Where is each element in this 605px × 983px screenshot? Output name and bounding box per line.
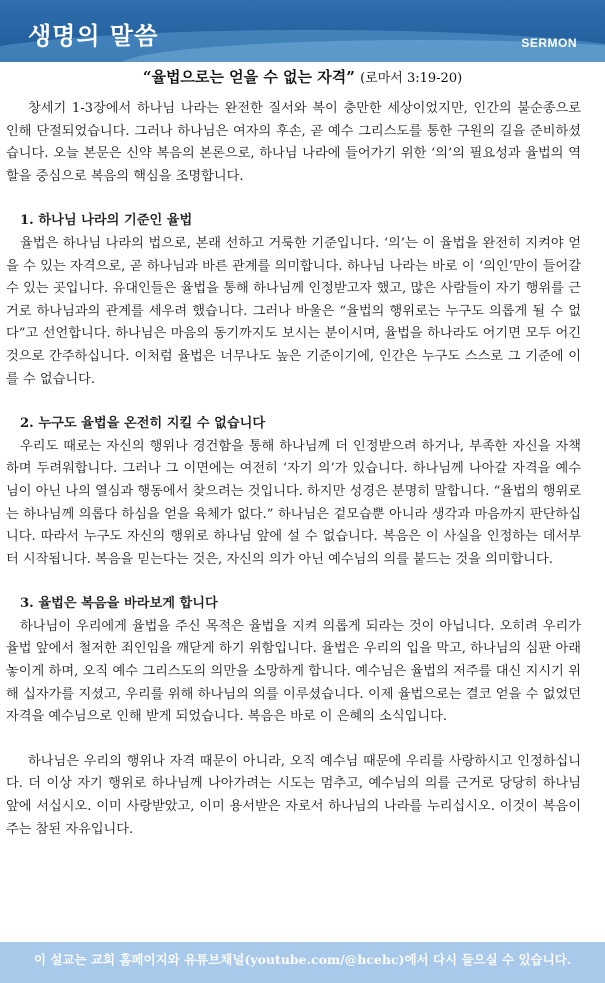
section-body-2: 우리도 때로는 자신의 행위나 경건함을 통해 하나님께 더 인정받으려 하거나, 부족한 자신을 자책하며 두려워합니다. 그러나 그 이면에는 여전히 ‘자기 의’가 있습니다. 하나님께 나아갈 자격을 예수님이 아닌 나의 열심과 행동에서 찾으려는 것입니다. 하지만 성경은 분명히 말합니다. “율법의 행위로는 하나님께 의롭다 하심을 얻을 육체가 없다.” 하나님은 겉모습뿐 아니라 생각과 마음까지 판단하십니다. 따라서 누구도 자신의 행위로 하나님 앞에 설 수 없습니다. 복음은 이 사실을 인정하는 데서부터 시작됩니다. 복음을 믿는다는 것은, 자신의 의가 아닌 예수님의 의를 붙드는 것을 의미합니다. [6, 438, 581, 567]
section-body-3: 하나님이 우리에게 율법을 주신 목적은 율법을 지켜 의롭게 되라는 것이 아닙니다. 오히려 우리가 율법 앞에서 철저한 죄인임을 깨닫게 하기 위함입니다. 율법은 우리의 입을 막고, 하나님의 심판 아래 놓이게 하며, 오직 예수 그리스도의 의만을 소망하게 합니다. 예수님은 율법의 저주를 대신 지시기 위해 십자가를 지셨고, 우리를 위해 하나님의 의를 이루셨습니다. 이제 율법으로는 결코 얻을 수 없었던 자격을 예수님으로 인해 받게 되었습니다. 복음은 바로 이 은혜의 소식입니다. [6, 618, 581, 725]
sermon-title-line [0, 66, 605, 87]
section-body-1: 율법은 하나님 나라의 법으로, 본래 선하고 거룩한 기준입니다. ‘의’는 이 율법을 완전히 지켜야 얻을 수 있는 자격으로, 곧 하나님과 바른 관계를 의미합니다. 하나님 나라는 바로 이 ‘의인’만이 들어갈 수 있는 곳입니다. 유대인들은 율법을 통해 하나님께 인정받고자 했고, 많은 사람들이 자기 행위를 근거로 하나님과의 관계를 세우려 했습니다. 그러나 바울은 “율법의 행위로는 누구도 의롭게 될 수 없다”고 선언합니다. 하나님은 마음의 동기까지도 보시는 분이시며, 율법을 하나라도 어기면 모두 어긴 것으로 간주하십니다. 이처럼 율법은 너무나도 높은 기준이기에, 인간은 누구도 스스로 그 기준에 이를 수 없습니다. [6, 235, 581, 387]
footer-notice: 이 설교는 교회 홈페이지와 유튜브채널(youtube.com/@hcehc)에서 다시 들으실 수 있습니다. [0, 942, 605, 983]
section-heading-3: 3. 율법은 복음을 바라보게 합니다 [20, 596, 218, 612]
sermon-body [6, 98, 581, 841]
intro-paragraph: 창세기 1-3장에서 하나님 나라는 완전한 질서와 복이 충만한 세상이었지만, 인간의 불순종으로 인해 단절되었습니다. 그러나 하나님은 여자의 후손, 곧 예수 그리스도를 통한 구원의 길을 준비하셨습니다. 오늘 본문은 신약 복음의 본론으로, 하나님 나라에 들어가기 위한 ‘의’의 필요성과 율법의 역할을 중심으로 복음의 핵심을 조명합니다. [6, 101, 581, 184]
conclusion-paragraph: 하나님은 우리의 행위나 자격 때문이 아니라, 오직 예수님 때문에 우리를 사랑하시고 인정하십니다. 더 이상 자기 행위로 하나님께 나아가려는 시도는 멈추고, 예수님의 의를 근거로 당당히 하나님 앞에 서십시오. 이미 사랑받았고, 이미 용서받은 자로서 하나님의 나라를 누리십시오. 이것이 복음이 주는 참된 자유입니다. [6, 753, 581, 837]
header-banner [0, 0, 605, 62]
scripture-reference: (로마서 3:19-20) [360, 71, 463, 86]
sermon-title: “율법으로는 얻을 수 없는 자격” [142, 68, 355, 86]
section-heading-1: 1. 하나님 나라의 기준인 율법 [20, 213, 193, 229]
header-sermon-label: SERMON [521, 36, 577, 50]
header-title: 생명의 말씀 [28, 22, 159, 50]
section-heading-2: 2. 누구도 율법을 온전히 지킬 수 없습니다 [20, 416, 266, 432]
